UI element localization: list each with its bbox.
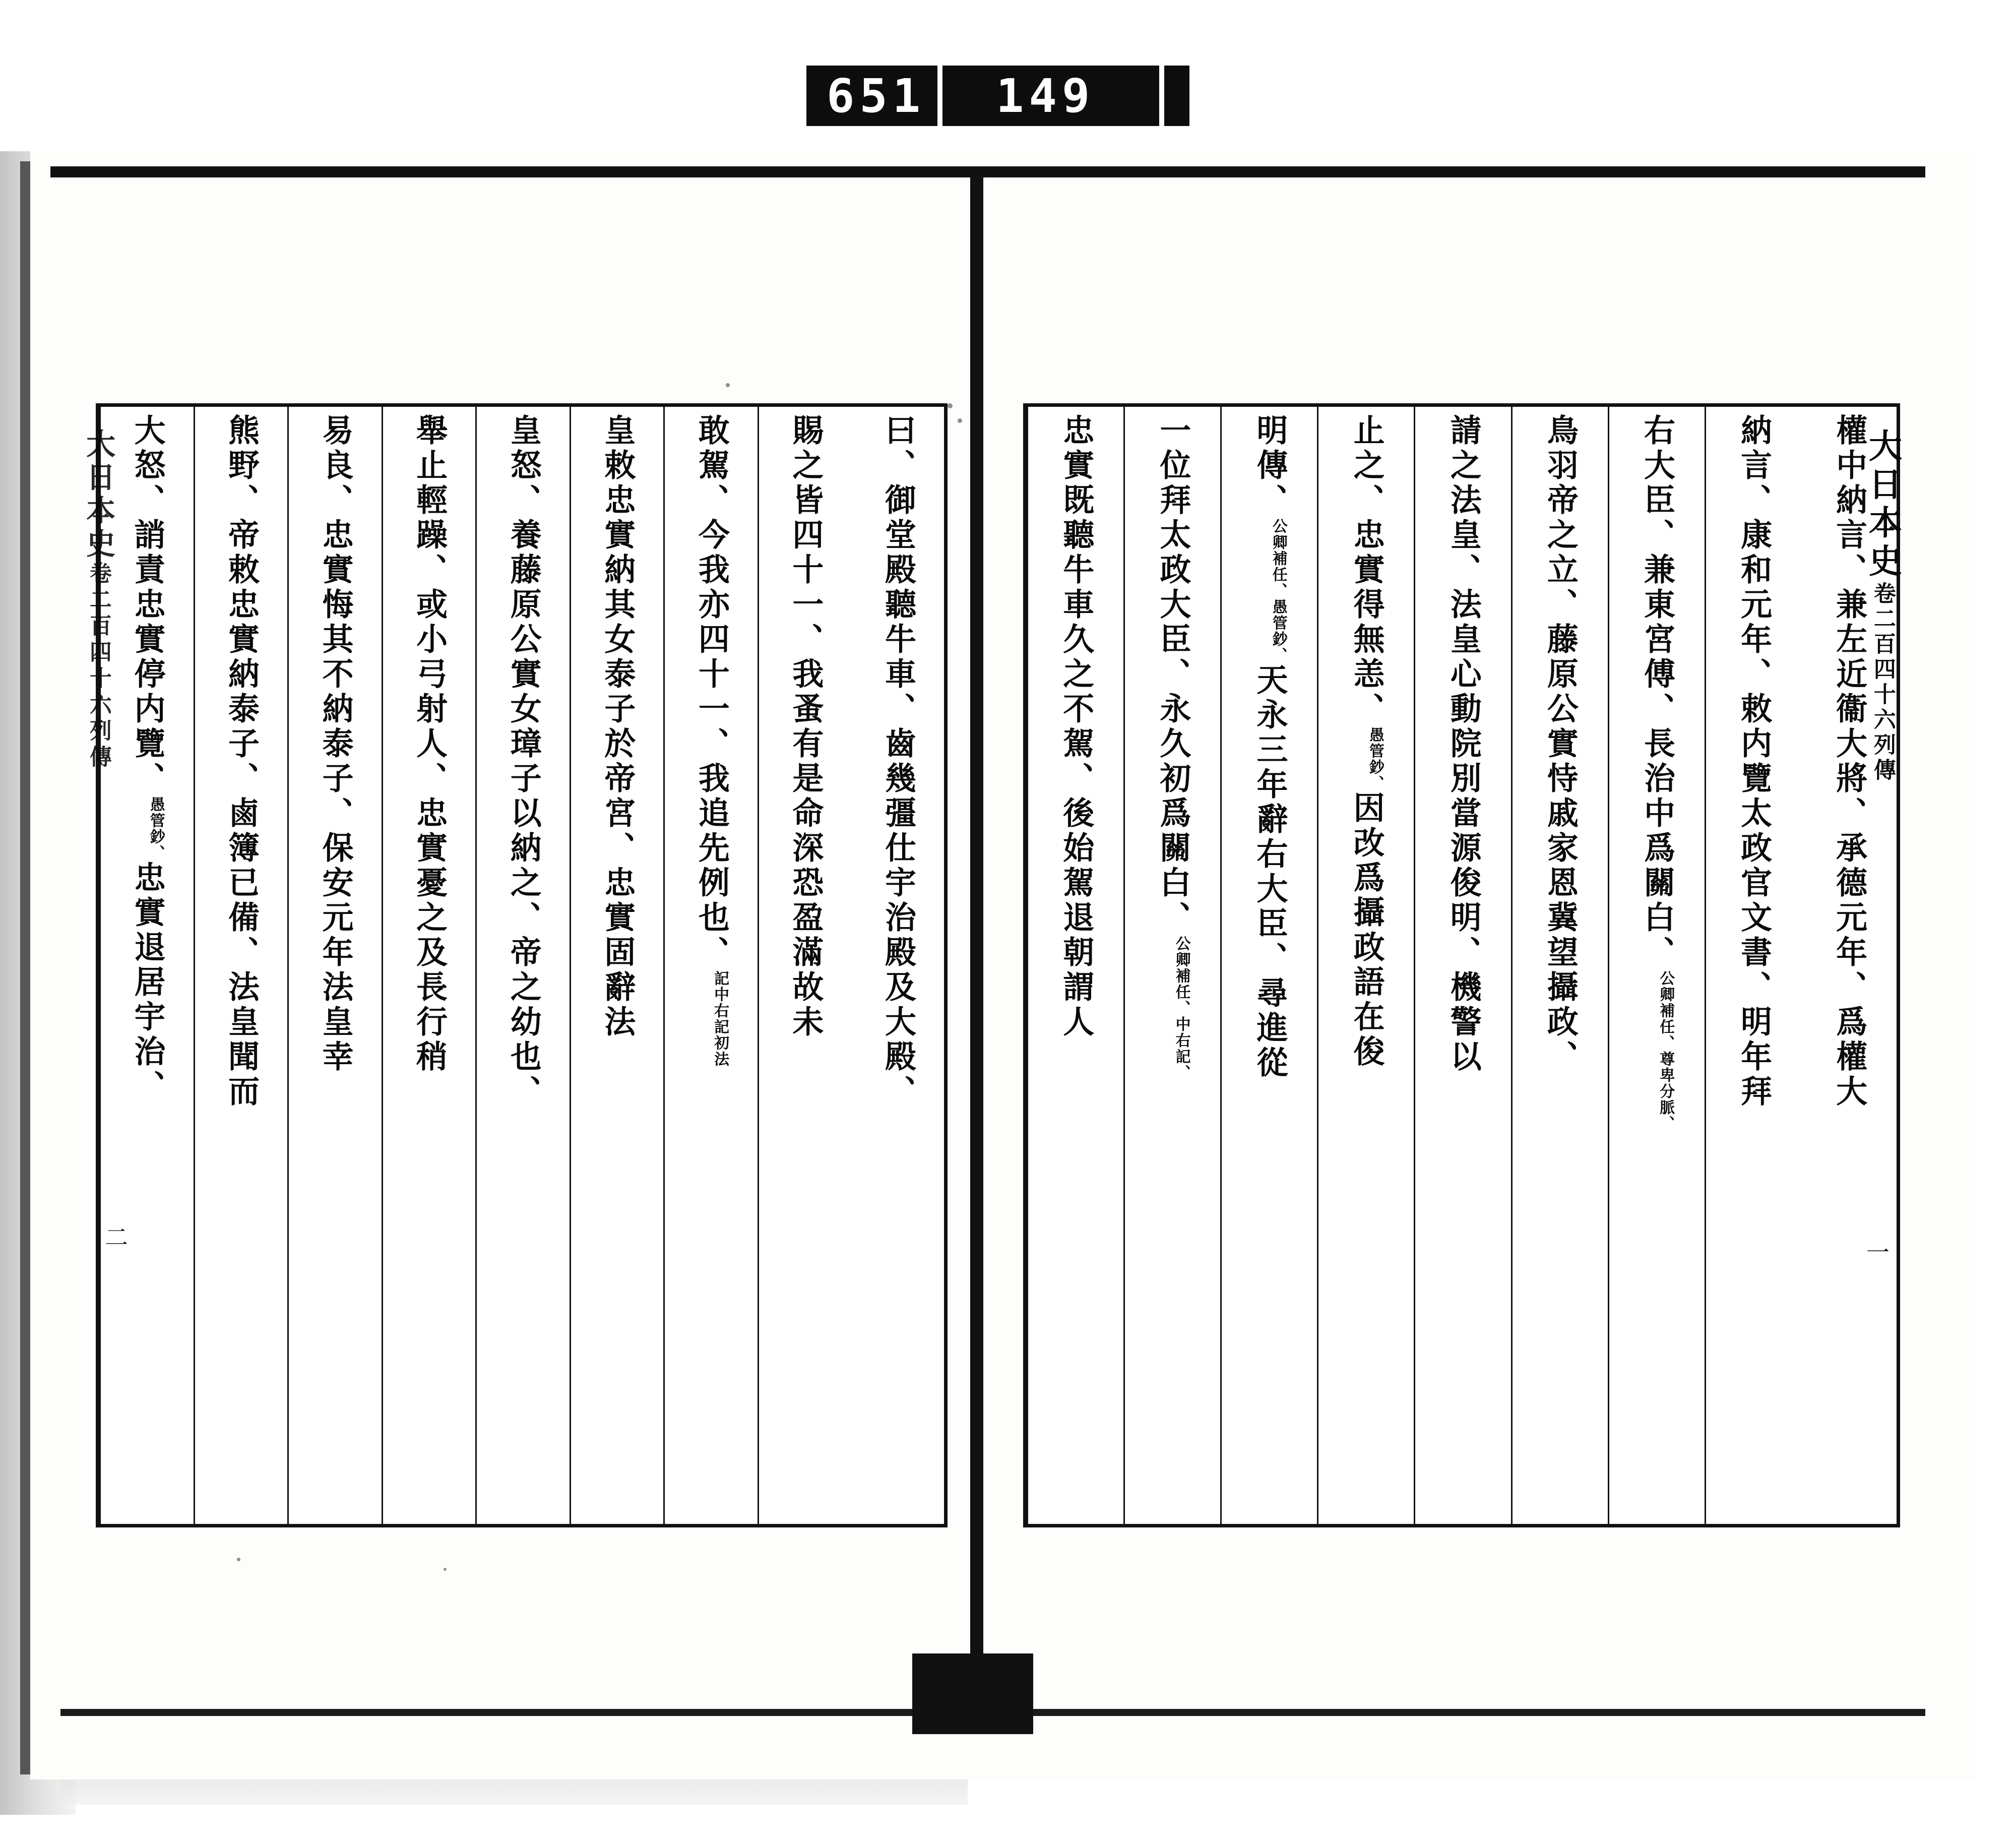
frame-tick-left [937, 66, 942, 126]
column-text: 納言、康和元年、敕内覽太政官文書、明年拜 [1735, 414, 1773, 1110]
left-page-text-block [96, 403, 948, 1527]
column-text: 舉止輕躁、或小弓射人、忠實憂之及長行稍 [411, 414, 448, 1075]
text-column [1027, 407, 1123, 1524]
column-text: 止之、忠實得無恙、 [1348, 414, 1385, 727]
column-text: 明傳、 [1251, 414, 1289, 518]
column-text-tail: 因改爲攝政語在俊 [1348, 791, 1385, 1070]
column-text: 賜之皆四十一、我蚤有是命深恐盈滿故未 [787, 414, 824, 1040]
text-column [570, 407, 664, 1524]
column-text: 敢駕、今我亦四十一、我追先例也、 [693, 414, 730, 970]
text-column [1123, 407, 1220, 1524]
interlinear-note: 公卿補任、尊卑分脈、 [1657, 970, 1675, 1132]
text-column [475, 407, 570, 1524]
interlinear-note: 愚管鈔、 [1366, 727, 1384, 791]
spine-volume: 卷二百四十六 [85, 562, 111, 719]
frame-number-right: 149 [996, 69, 1095, 123]
frame-tick-right [1159, 66, 1164, 126]
text-column [194, 407, 288, 1524]
column-text: 大怒、誚責忠實停内覽、 [129, 414, 166, 796]
text-column [1317, 407, 1414, 1524]
scan-speck [726, 383, 730, 387]
page-number-left: 二 [101, 1225, 129, 1248]
column-text: 忠實既聽牛車久之不駕、後始駕退朝謂人 [1057, 414, 1095, 1040]
book-title-strip [1824, 413, 1940, 1512]
page-number-right: 一 [1863, 1240, 1890, 1263]
book-volume: 卷二百四十六 [1869, 582, 1896, 733]
right-page-text-block [1023, 403, 1903, 1527]
column-text-tail: 忠實退居宇治、 [129, 861, 166, 1105]
text-column [1511, 407, 1608, 1524]
spine-section: 列傳 [85, 719, 111, 771]
text-column [1608, 407, 1705, 1524]
column-text-tail: 天永三年辭右大臣、尋進從 [1251, 663, 1289, 1081]
text-column [663, 407, 758, 1524]
spine-title: 大日本史 [81, 428, 116, 562]
column-text: 皇敕忠實納其女泰子於帝宮、忠實固辭法 [599, 414, 636, 1040]
column-text: 易良、忠實悔其不納泰子、保安元年法皇幸 [317, 414, 354, 1075]
column-text: 鳥羽帝之立、藤原公實恃戚家恩冀望攝政、 [1542, 414, 1579, 1075]
interlinear-note: 公卿補任、中右記、 [1172, 936, 1190, 1081]
column-text: 曰、御堂殿聽牛車、齒幾彊仕宇治殿及大殿、 [879, 414, 917, 1110]
book-section: 列傳 [1869, 733, 1896, 783]
text-column [382, 407, 476, 1524]
text-column [1414, 407, 1510, 1524]
right-page-columns [1027, 407, 1897, 1524]
column-text: 一位拜太政大臣、永久初爲關白、 [1154, 414, 1191, 936]
interlinear-note: 愚管鈔、 [147, 796, 165, 861]
text-column [1220, 407, 1317, 1524]
column-text: 皇怒、養藤原公實女璋子以納之、帝之幼也、 [505, 414, 542, 1110]
column-text: 權中納言、兼左近衞大將、承德元年、爲權大 [1831, 414, 1868, 1110]
text-column [851, 407, 944, 1524]
scan-speck [948, 403, 953, 408]
microfilm-frame-header [806, 66, 1189, 126]
book-title: 大日本史 [1863, 428, 1903, 582]
text-column [1705, 407, 1801, 1524]
book-top-border [50, 166, 1925, 177]
column-text: 右大臣、兼東宮傅、長治中爲關白、 [1639, 414, 1676, 970]
interlinear-note: 記中右記初法 [711, 970, 729, 1067]
frame-number-left: 651 [827, 69, 926, 123]
book-gutter-tab [912, 1653, 1033, 1734]
interlinear-note: 公卿補任、愚管鈔、 [1269, 518, 1287, 663]
left-spine-strip [60, 418, 136, 1517]
left-page-columns [99, 407, 944, 1524]
scan-speck [444, 1568, 447, 1571]
scan-speck [237, 1558, 240, 1561]
book-gutter [970, 166, 983, 1704]
scan-speck [958, 418, 962, 423]
column-text: 請之法皇、法皇心動院別當源俊明、機警以 [1445, 414, 1482, 1075]
column-text: 熊野、帝敕忠實納泰子、鹵簿已備、法皇聞而 [223, 414, 260, 1110]
text-column [758, 407, 852, 1524]
text-column [287, 407, 382, 1524]
